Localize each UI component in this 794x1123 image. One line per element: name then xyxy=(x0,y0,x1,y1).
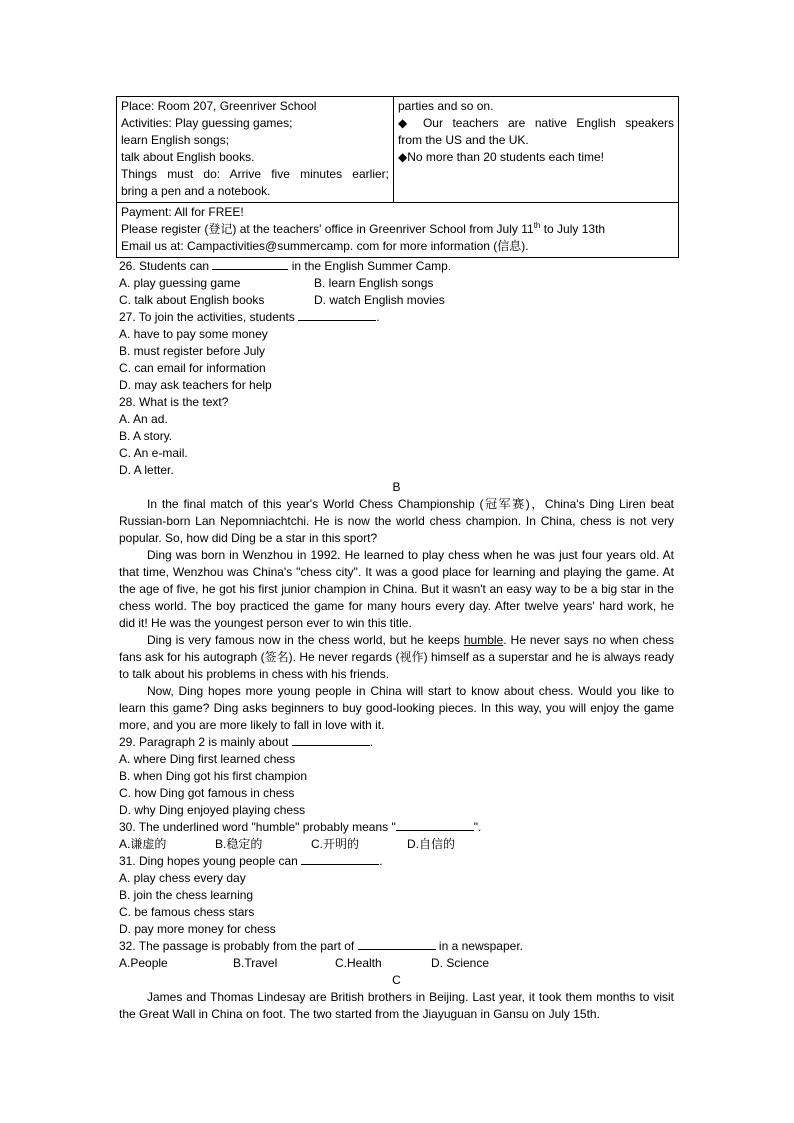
question-text: in a newspaper. xyxy=(435,939,523,953)
things-must-do-line: Things must do: Arrive five minutes earlier; xyxy=(121,167,389,181)
question-text: in the English Summer Camp. xyxy=(288,259,452,273)
option-d[interactable]: D. why Ding enjoyed playing chess xyxy=(119,803,306,817)
section-b-heading: B xyxy=(392,480,401,494)
option-a[interactable]: A. play guessing game xyxy=(119,276,241,290)
option-c[interactable]: C. An e-mail. xyxy=(119,446,188,460)
answer-blank[interactable] xyxy=(292,734,370,746)
q30-options xyxy=(119,836,674,853)
question-text: ". xyxy=(473,820,482,834)
question-text: 30. The underlined word "humble" probably means " xyxy=(119,820,396,834)
option-a[interactable]: A. where Ding first learned chess xyxy=(119,752,296,766)
answer-blank[interactable] xyxy=(301,853,379,865)
activity-line: learn English songs; xyxy=(121,133,230,147)
question-31 xyxy=(119,853,674,870)
email-line: Email us at: Campactivities@summercamp. com for more information (信息). xyxy=(121,239,529,253)
question-30 xyxy=(119,819,674,836)
option-a[interactable]: A. An ad. xyxy=(119,412,168,426)
option-b[interactable]: B.Travel xyxy=(233,956,278,970)
question-28: 28. What is the text? xyxy=(119,395,229,409)
question-32 xyxy=(119,938,674,955)
question-text: . xyxy=(376,310,380,324)
place-line: Place: Room 207, Greenriver School xyxy=(121,99,317,113)
option-c[interactable]: C. talk about English books xyxy=(119,293,265,307)
option-d[interactable]: D. Science xyxy=(431,956,490,970)
option-c[interactable]: C.Health xyxy=(335,956,382,970)
option-c[interactable]: C.开明的 xyxy=(311,837,360,851)
camp-details-cell xyxy=(117,97,394,203)
underlined-word: humble xyxy=(463,633,504,647)
teachers-line: ◆ Our teachers are native English speakers xyxy=(398,116,674,130)
option-c[interactable]: C. how Ding got famous in chess xyxy=(119,786,295,800)
question-text: . xyxy=(379,854,383,868)
option-b[interactable]: B. when Ding got his first champion xyxy=(119,769,308,783)
option-b[interactable]: B.稳定的 xyxy=(215,837,263,851)
option-b[interactable]: B. join the chess learning xyxy=(119,888,254,902)
register-sup: th xyxy=(533,221,541,230)
question-text: 27. To join the activities, students xyxy=(119,310,299,324)
option-d[interactable]: D.自信的 xyxy=(407,837,456,851)
question-text: . xyxy=(369,735,374,749)
payment-cell xyxy=(117,203,679,258)
students-limit-line: ◆No more than 20 students each time! xyxy=(398,150,605,164)
option-d[interactable]: D. may ask teachers for help xyxy=(119,378,272,392)
question-26 xyxy=(119,258,674,275)
exam-page xyxy=(119,96,674,1023)
camp-extra-cell xyxy=(394,97,679,203)
payment-line: Payment: All for FREE! xyxy=(121,205,244,219)
option-a[interactable]: A. play chess every day xyxy=(119,871,246,885)
option-b[interactable]: B. must register before July xyxy=(119,344,266,358)
option-c[interactable]: C. can email for information xyxy=(119,361,266,375)
option-d[interactable]: D. A letter. xyxy=(119,463,174,477)
q32-options xyxy=(119,955,674,972)
register-text-end: to July 13th xyxy=(540,222,606,236)
q26-options-row2 xyxy=(119,292,674,309)
question-text: 32. The passage is probably from the part of xyxy=(119,939,358,953)
question-29 xyxy=(119,734,674,751)
parties-line: parties and so on. xyxy=(398,99,494,113)
option-b[interactable]: B. learn English songs xyxy=(314,276,434,290)
option-b[interactable]: B. A story. xyxy=(119,429,173,443)
things-line: bring a pen and a notebook. xyxy=(121,184,271,198)
paragraph-text: Ding is very famous now in the chess world, but he keeps xyxy=(147,633,464,647)
option-d[interactable]: D. pay more money for chess xyxy=(119,922,276,936)
option-a[interactable]: A. have to pay some money xyxy=(119,327,268,341)
camp-info-table xyxy=(116,96,679,258)
paragraph-text: . He never says no when chess fans ask for his autograph (签名). He never regards (视作) himself as a superstar and he is always ready to talk about his problems in chess with his friends. xyxy=(119,633,674,681)
section-b-paragraph-1: In the final match of this year's World Chess Championship (冠军赛)，China's Ding Liren beat Russian-born Lan Nepomniachtchi. He is now the world chess champion. In China, chess is not very popular. So, how did Ding be a star in this sport? xyxy=(119,497,674,545)
answer-blank[interactable] xyxy=(212,258,288,270)
option-a[interactable]: A.谦虚的 xyxy=(119,837,167,851)
teachers-origin-line: from the US and the UK. xyxy=(398,133,529,147)
section-c-paragraph-1: James and Thomas Lindesay are British brothers in Beijing. Last year, it took them months to visit the Great Wall in China on foot. The two started from the Jiayuguan in Gansu on July 15th. xyxy=(119,990,674,1021)
activities-line: Activities: Play guessing games; xyxy=(121,116,293,130)
answer-blank[interactable] xyxy=(298,309,376,321)
activity-line: talk about English books. xyxy=(121,150,255,164)
answer-blank[interactable] xyxy=(396,819,474,831)
register-text: Please register (登记) at the teachers' office in Greenriver School from July 11 xyxy=(121,222,534,236)
question-text: 31. Ding hopes young people can xyxy=(119,854,302,868)
section-b-paragraph-4: Now, Ding hopes more young people in China will start to know about chess. Would you like to learn this game? Ding asks beginners to buy good-looking pieces. In this way, you will enjoy the game more, and you are more likely to fall in love with it. xyxy=(119,684,674,732)
option-a[interactable]: A.People xyxy=(119,956,168,970)
q26-options-row1 xyxy=(119,275,674,292)
section-b-paragraph-2: Ding was born in Wenzhou in 1992. He learned to play chess when he was just four years old. At that time, Wenzhou was China's "chess city". It was a good place for learning and playing the game. At the age of five, he got his first junior champion in China. But it wasn't an easy way to be a big star in the chess world. The boy practiced the game for many hours every day. After twelve years' hard work, he did it! He was the youngest person ever to win this title. xyxy=(119,548,674,630)
question-text: 29. Paragraph 2 is mainly about xyxy=(119,735,292,749)
section-c-heading: C xyxy=(392,973,401,987)
answer-blank[interactable] xyxy=(358,938,436,950)
option-c[interactable]: C. be famous chess stars xyxy=(119,905,255,919)
register-line xyxy=(121,221,674,238)
section-b-paragraph-3 xyxy=(119,632,674,683)
question-text: 26. Students can xyxy=(119,259,213,273)
question-27 xyxy=(119,309,674,326)
option-d[interactable]: D. watch English movies xyxy=(314,293,445,307)
